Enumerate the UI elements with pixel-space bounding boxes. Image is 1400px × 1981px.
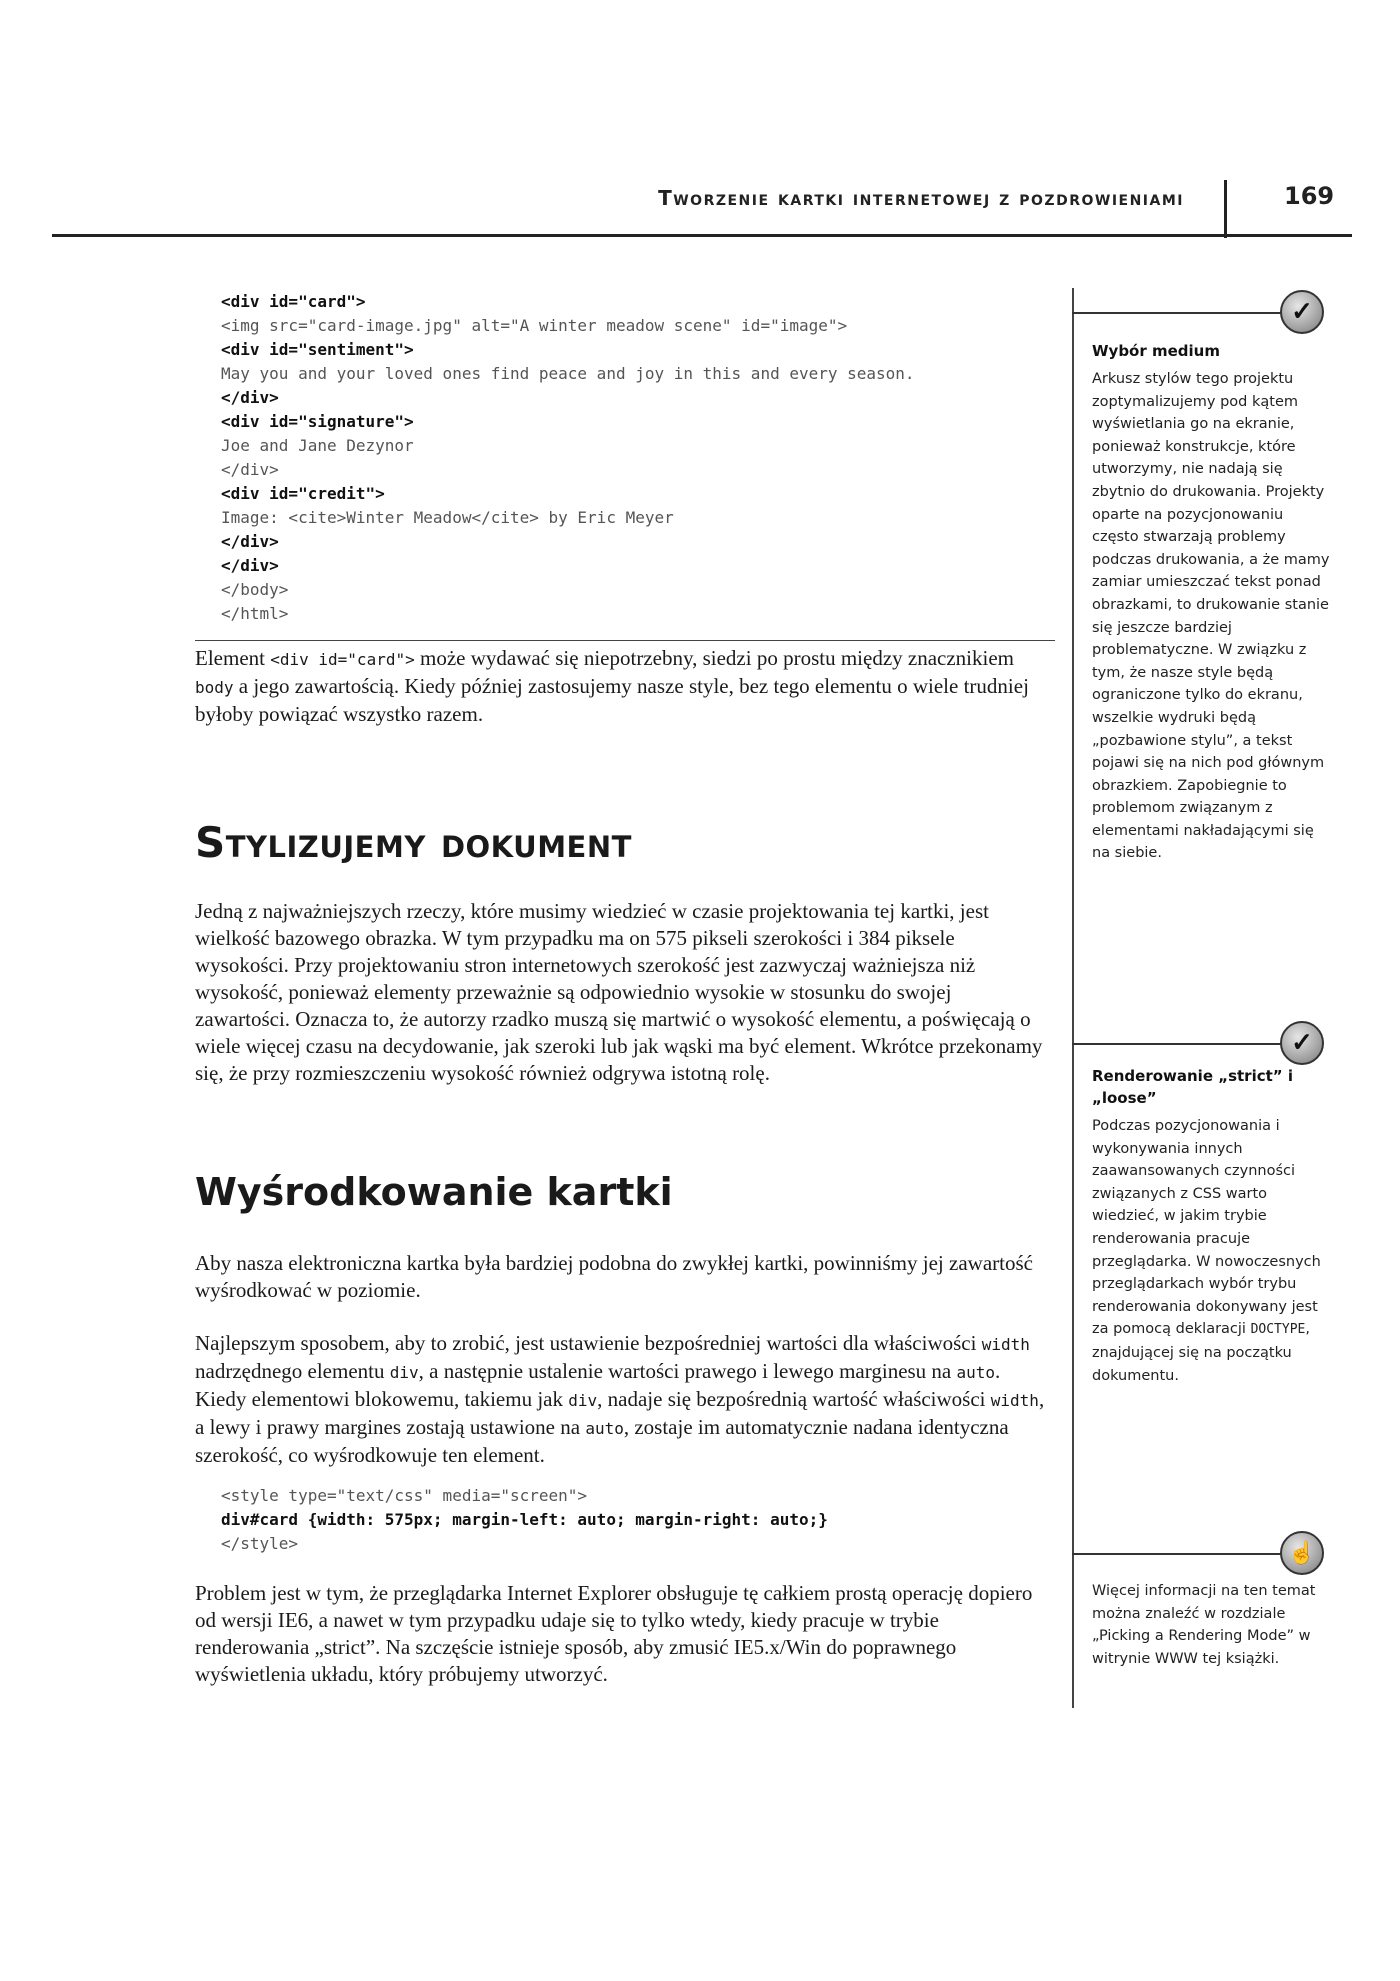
sidebar-note-more-info — [1092, 1580, 1332, 1670]
note-text: Podczas pozycjonowania i wykonywania innych zaawansowanych czynności związanych z CSS warto wiedzieć, w jakim trybie renderowania pracuje przeglądarka. W nowoczesnych przeglądarkach wybór trybu renderowania dokonywany jest za pomocą deklaracji DOCTYPE, znajdującej się na początku dokumentu. — [1092, 1118, 1321, 1384]
code-divider — [195, 640, 1055, 641]
paragraph-image-size: Jedną z najważniejszych rzeczy, które musimy wiedzieć w czasie projektowania tej kartki, jest wielkość bazowego obrazka. W tym przypadku ma on 575 pikseli szerokości i 384 piksele wysokości. Przy projektowaniu stron internetowych szerokość jest zazwyczaj ważniejsza niż wysokość, ponieważ elementy przeważnie są odpowiednio wysokie w stosunku do swojej zawartości. Oznacza to, że autorzy rzadko muszą się martwić o wysokość elementu, a poświęcają o wiele więcej czasu na decydowanie, jak szeroki lub jak wąski ma być element. Wkrótce przekonamy się, że przy rozmieszczeniu wysokość również odgrywa istotną rolę. — [195, 899, 1043, 1085]
code-line: div#card {width: 575px; margin-left: auto; margin-right: auto;} — [221, 1510, 828, 1529]
sidebar-note-rendering — [1092, 1065, 1332, 1387]
code-block-css — [221, 1484, 828, 1556]
note-text: Arkusz stylów tego projektu zoptymalizujemy pod kątem wyświetlania go na ekranie, ponieważ konstrukcje, które utworzymy, nie nadają się zbytnio do drukowania. Projekty oparte na pozycjonowaniu często stwarzają problemy podczas drukowania, a że mamy zamiar umieszczać tekst ponad obrazkami, to drukowanie stanie się jeszcze bardziej problematyczne. W związku z tym, że nasze style będą ograniczone tylko do ekranu, wszelkie wydruki będą „pozbawione stylu”, a tekst pojawi się na nich pod głównym obrazkiem. Zapobiegnie to problemom związanym z elementami nakładającymi się na siebie. — [1092, 371, 1330, 862]
code-line: <img src="card-image.jpg" alt="A winter meadow scene" id="image"> — [221, 316, 848, 335]
subsection-heading: Wyśrodkowanie kartki — [195, 1170, 673, 1214]
section-heading: Stylizujemy dokument — [195, 818, 632, 867]
note-title: Wybór medium — [1092, 342, 1220, 360]
header-divider — [1224, 180, 1227, 238]
page-number: 169 — [1284, 182, 1335, 210]
code-line: <div id="sentiment"> — [221, 340, 414, 359]
code-block-html — [221, 290, 915, 626]
code-line: <div id="card"> — [221, 292, 366, 311]
code-line: </div> — [221, 460, 279, 479]
paragraph-centering-intro: Aby nasza elektroniczna kartka była bardziej podobna do zwykłej kartki, powinniśmy jej zawartość wyśrodkować w poziomie. — [195, 1251, 1033, 1302]
code-line: </html> — [221, 604, 289, 623]
code-line: <style type="text/css" media="screen"> — [221, 1486, 588, 1505]
checkmark-icon: ✓ — [1280, 290, 1324, 334]
running-header — [52, 170, 1352, 237]
checkmark-icon: ✓ — [1280, 1021, 1324, 1065]
code-line: </div> — [221, 556, 279, 575]
paragraph-ie-problem: Problem jest w tym, że przeglądarka Internet Explorer obsługuje tę całkiem prostą operację dopiero od wersji IE6, a nawet w tym przypadku udaje się to tylko wtedy, kiedy pracuje w trybie renderowania „strict”. Na szczęście istnieje sposób, aby zmusić IE5.x/Win do poprawnego wyświetlenia układu, który próbujemy utworzyć. — [195, 1581, 1033, 1686]
note-rule — [1072, 312, 1294, 314]
code-line: </div> — [221, 388, 279, 407]
sidebar-note-medium — [1092, 340, 1332, 865]
code-line: Joe and Jane Dezynor — [221, 436, 414, 455]
note-text: Więcej informacji na ten temat można znaleźć w rozdziale „Picking a Rendering Mode” w witrynie WWW tej książki. — [1092, 1583, 1316, 1667]
note-title: Renderowanie „strict” i „loose” — [1092, 1067, 1293, 1107]
code-line: <div id="credit"> — [221, 484, 385, 503]
code-line: <div id="signature"> — [221, 412, 414, 431]
pointing-hand-icon: ☝ — [1280, 1531, 1324, 1575]
code-line: May you and your loved ones find peace and joy in this and every season. — [221, 364, 915, 383]
code-line: </div> — [221, 532, 279, 551]
note-rule — [1072, 1553, 1294, 1555]
note-rule — [1072, 1043, 1294, 1045]
paragraph-centering-method: Najlepszym sposobem, aby to zrobić, jest ustawienie bezpośredniej wartości dla właściwości width nadrzędnego elementu div, a następnie ustalenie wartości prawego i lewego marginesu na auto. Kiedy elementowi blokowemu, takiemu jak div, nadaje się bezpośrednią wartość właściwości width, a lewy i prawy margines zostają ustawione na auto, zostaje im automatycznie nadana identyczna szerokość, co wyśrodkowuje ten element. — [195, 1331, 1045, 1467]
sidebar-rule — [1072, 288, 1074, 1708]
running-title: Tworzenie kartki internetowej z pozdrowieniami — [658, 186, 1184, 210]
paragraph-card-element: Element <div id="card"> może wydawać się niepotrzebny, siedzi po prostu między znacznikiem body a jego zawartością. Kiedy później zastosujemy nasze style, bez tego elementu o wiele trudniej byłoby powiązać wszystko razem. — [195, 646, 1029, 726]
code-line: Image: <cite>Winter Meadow</cite> by Eric Meyer — [221, 508, 674, 527]
code-line: </body> — [221, 580, 289, 599]
code-line: </style> — [221, 1534, 299, 1553]
